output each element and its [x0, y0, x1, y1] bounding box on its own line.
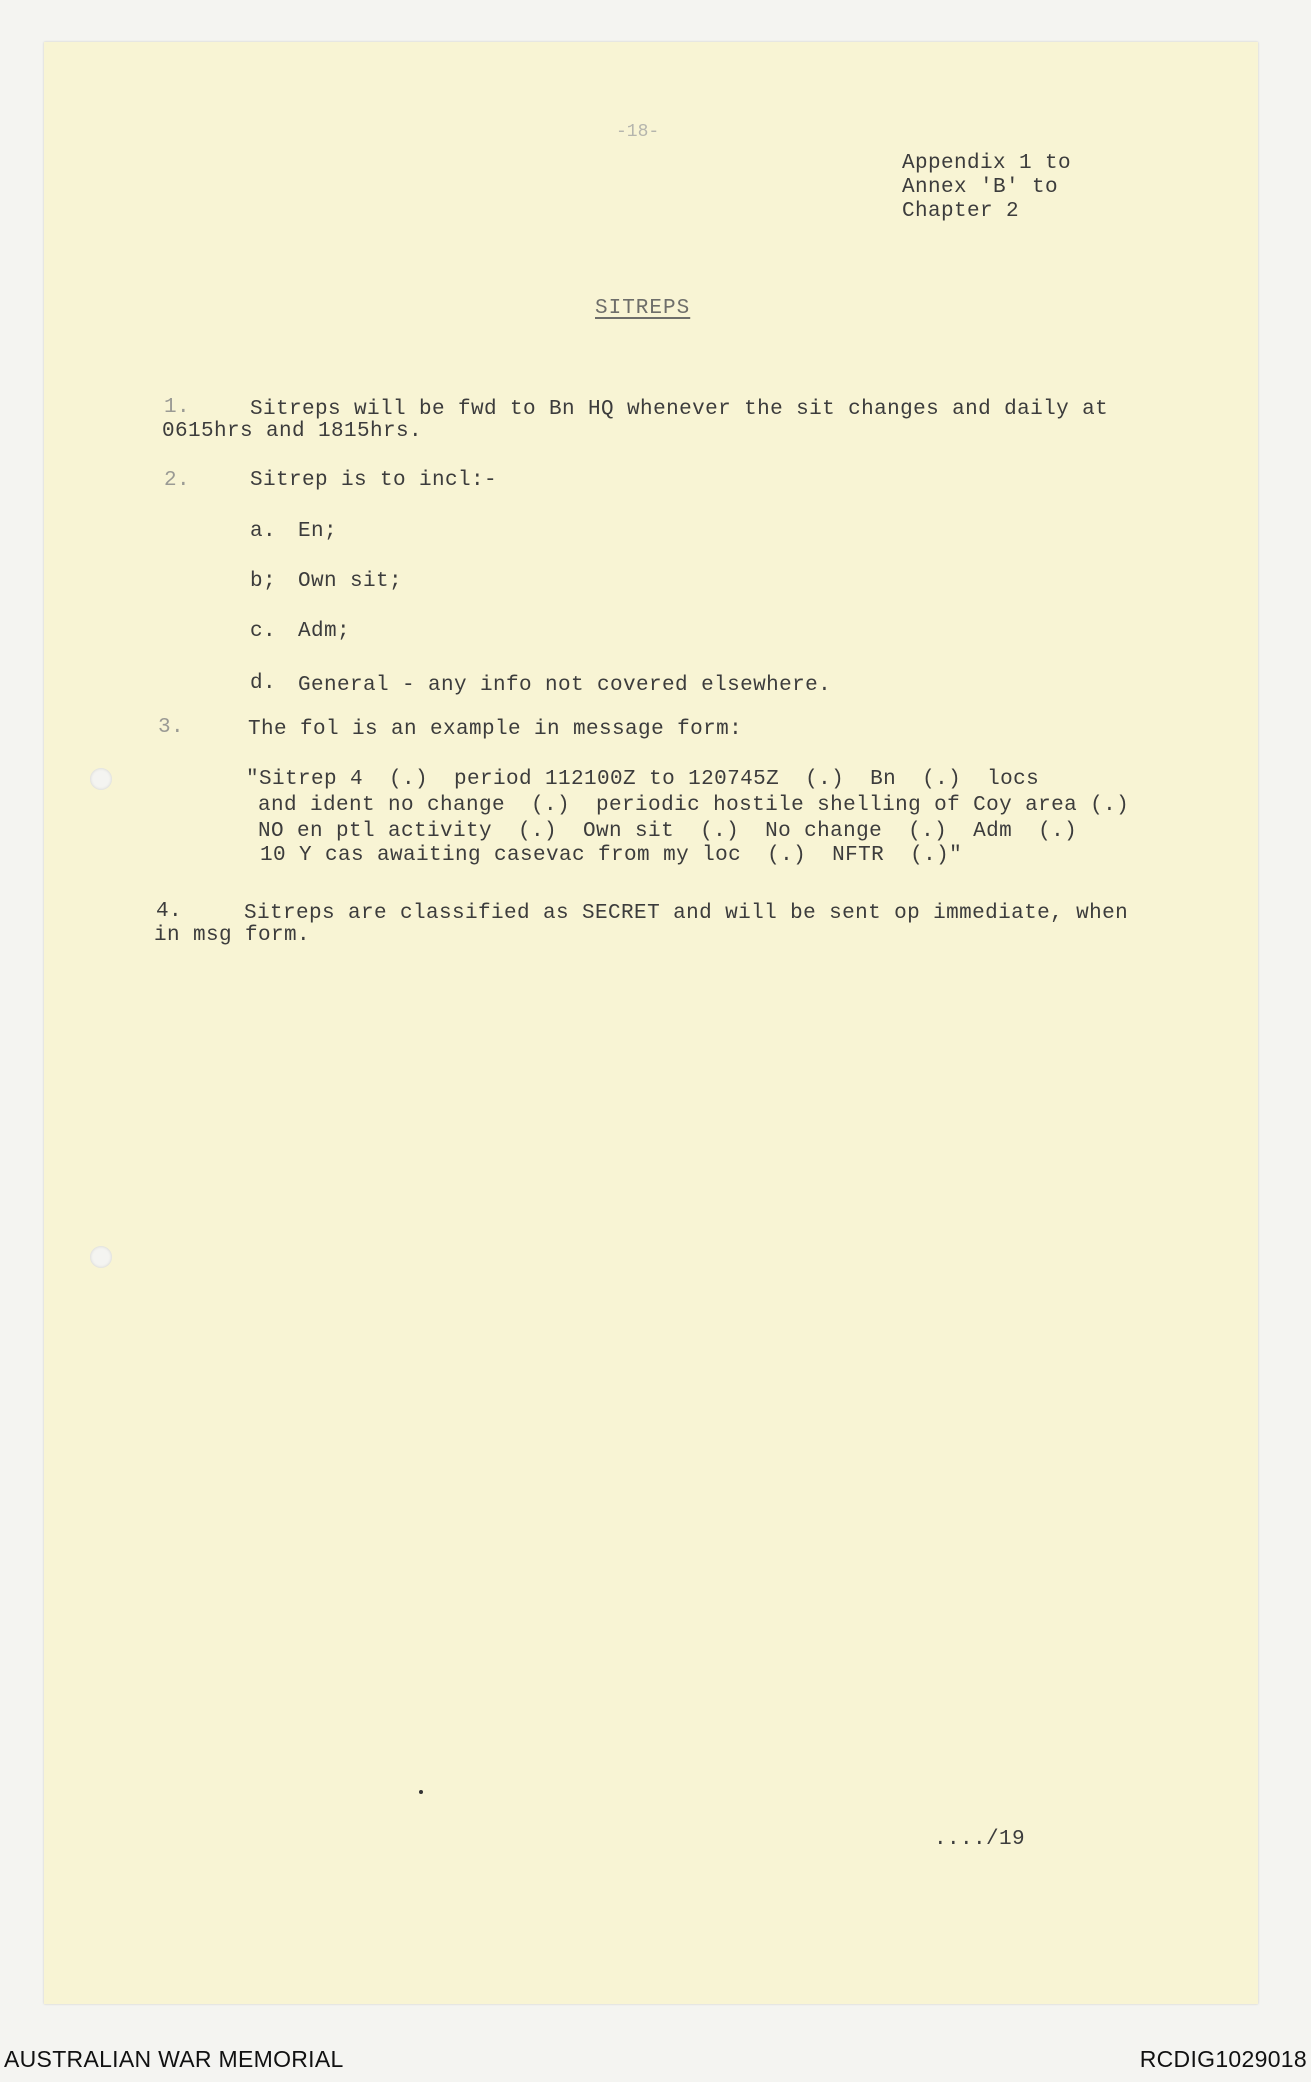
- list-item-label: b;: [250, 570, 277, 593]
- list-item-text: Adm;: [298, 620, 351, 643]
- para-text: Sitreps will be fwd to Bn HQ whenever the sit changes and daily at: [250, 398, 1109, 421]
- reference-line: Appendix 1 to: [902, 152, 1072, 175]
- list-item-text: General - any info not covered elsewhere.: [298, 674, 832, 697]
- document-title: SITREPS: [595, 297, 691, 320]
- reference-line: Chapter 2: [902, 200, 1020, 223]
- punch-hole: [90, 768, 112, 790]
- para-number: 3.: [158, 716, 185, 739]
- para-text: The fol is an example in message form:: [248, 718, 743, 741]
- example-line: and ident no change (.) periodic hostile shelling of Coy area (.): [258, 794, 1130, 817]
- para-text: Sitreps are classified as SECRET and will be sent op immediate, when: [244, 902, 1129, 925]
- footer-record-id: RCDIG1029018: [1139, 2046, 1307, 2072]
- list-item-label: c.: [250, 620, 277, 643]
- example-line: "Sitrep 4 (.) period 112100Z to 120745Z (.) Bn (.) locs: [246, 768, 1040, 791]
- para-number: 1.: [164, 396, 191, 419]
- document-page: [44, 42, 1258, 2004]
- list-item-text: En;: [298, 520, 338, 543]
- list-item-label: a.: [250, 520, 277, 543]
- ink-speck: [419, 1790, 423, 1794]
- example-line: 10 Y cas awaiting casevac from my loc (.) NFTR (.)": [260, 844, 963, 867]
- footer-source: AUSTRALIAN WAR MEMORIAL: [4, 2046, 344, 2072]
- continuation-marker: ..../19: [934, 1828, 1026, 1851]
- para-number: 2.: [164, 469, 191, 492]
- para-text: Sitrep is to incl:-: [250, 469, 498, 492]
- reference-line: Annex 'B' to: [902, 176, 1059, 199]
- para-number: 4.: [156, 900, 183, 923]
- list-item-text: Own sit;: [298, 570, 403, 593]
- para-text: 0615hrs and 1815hrs.: [162, 420, 423, 443]
- punch-hole: [90, 1246, 112, 1268]
- list-item-label: d.: [250, 672, 277, 695]
- page-number: -18-: [616, 122, 660, 142]
- example-line: NO en ptl activity (.) Own sit (.) No change (.) Adm (.): [258, 820, 1078, 843]
- para-text: in msg form.: [154, 924, 311, 947]
